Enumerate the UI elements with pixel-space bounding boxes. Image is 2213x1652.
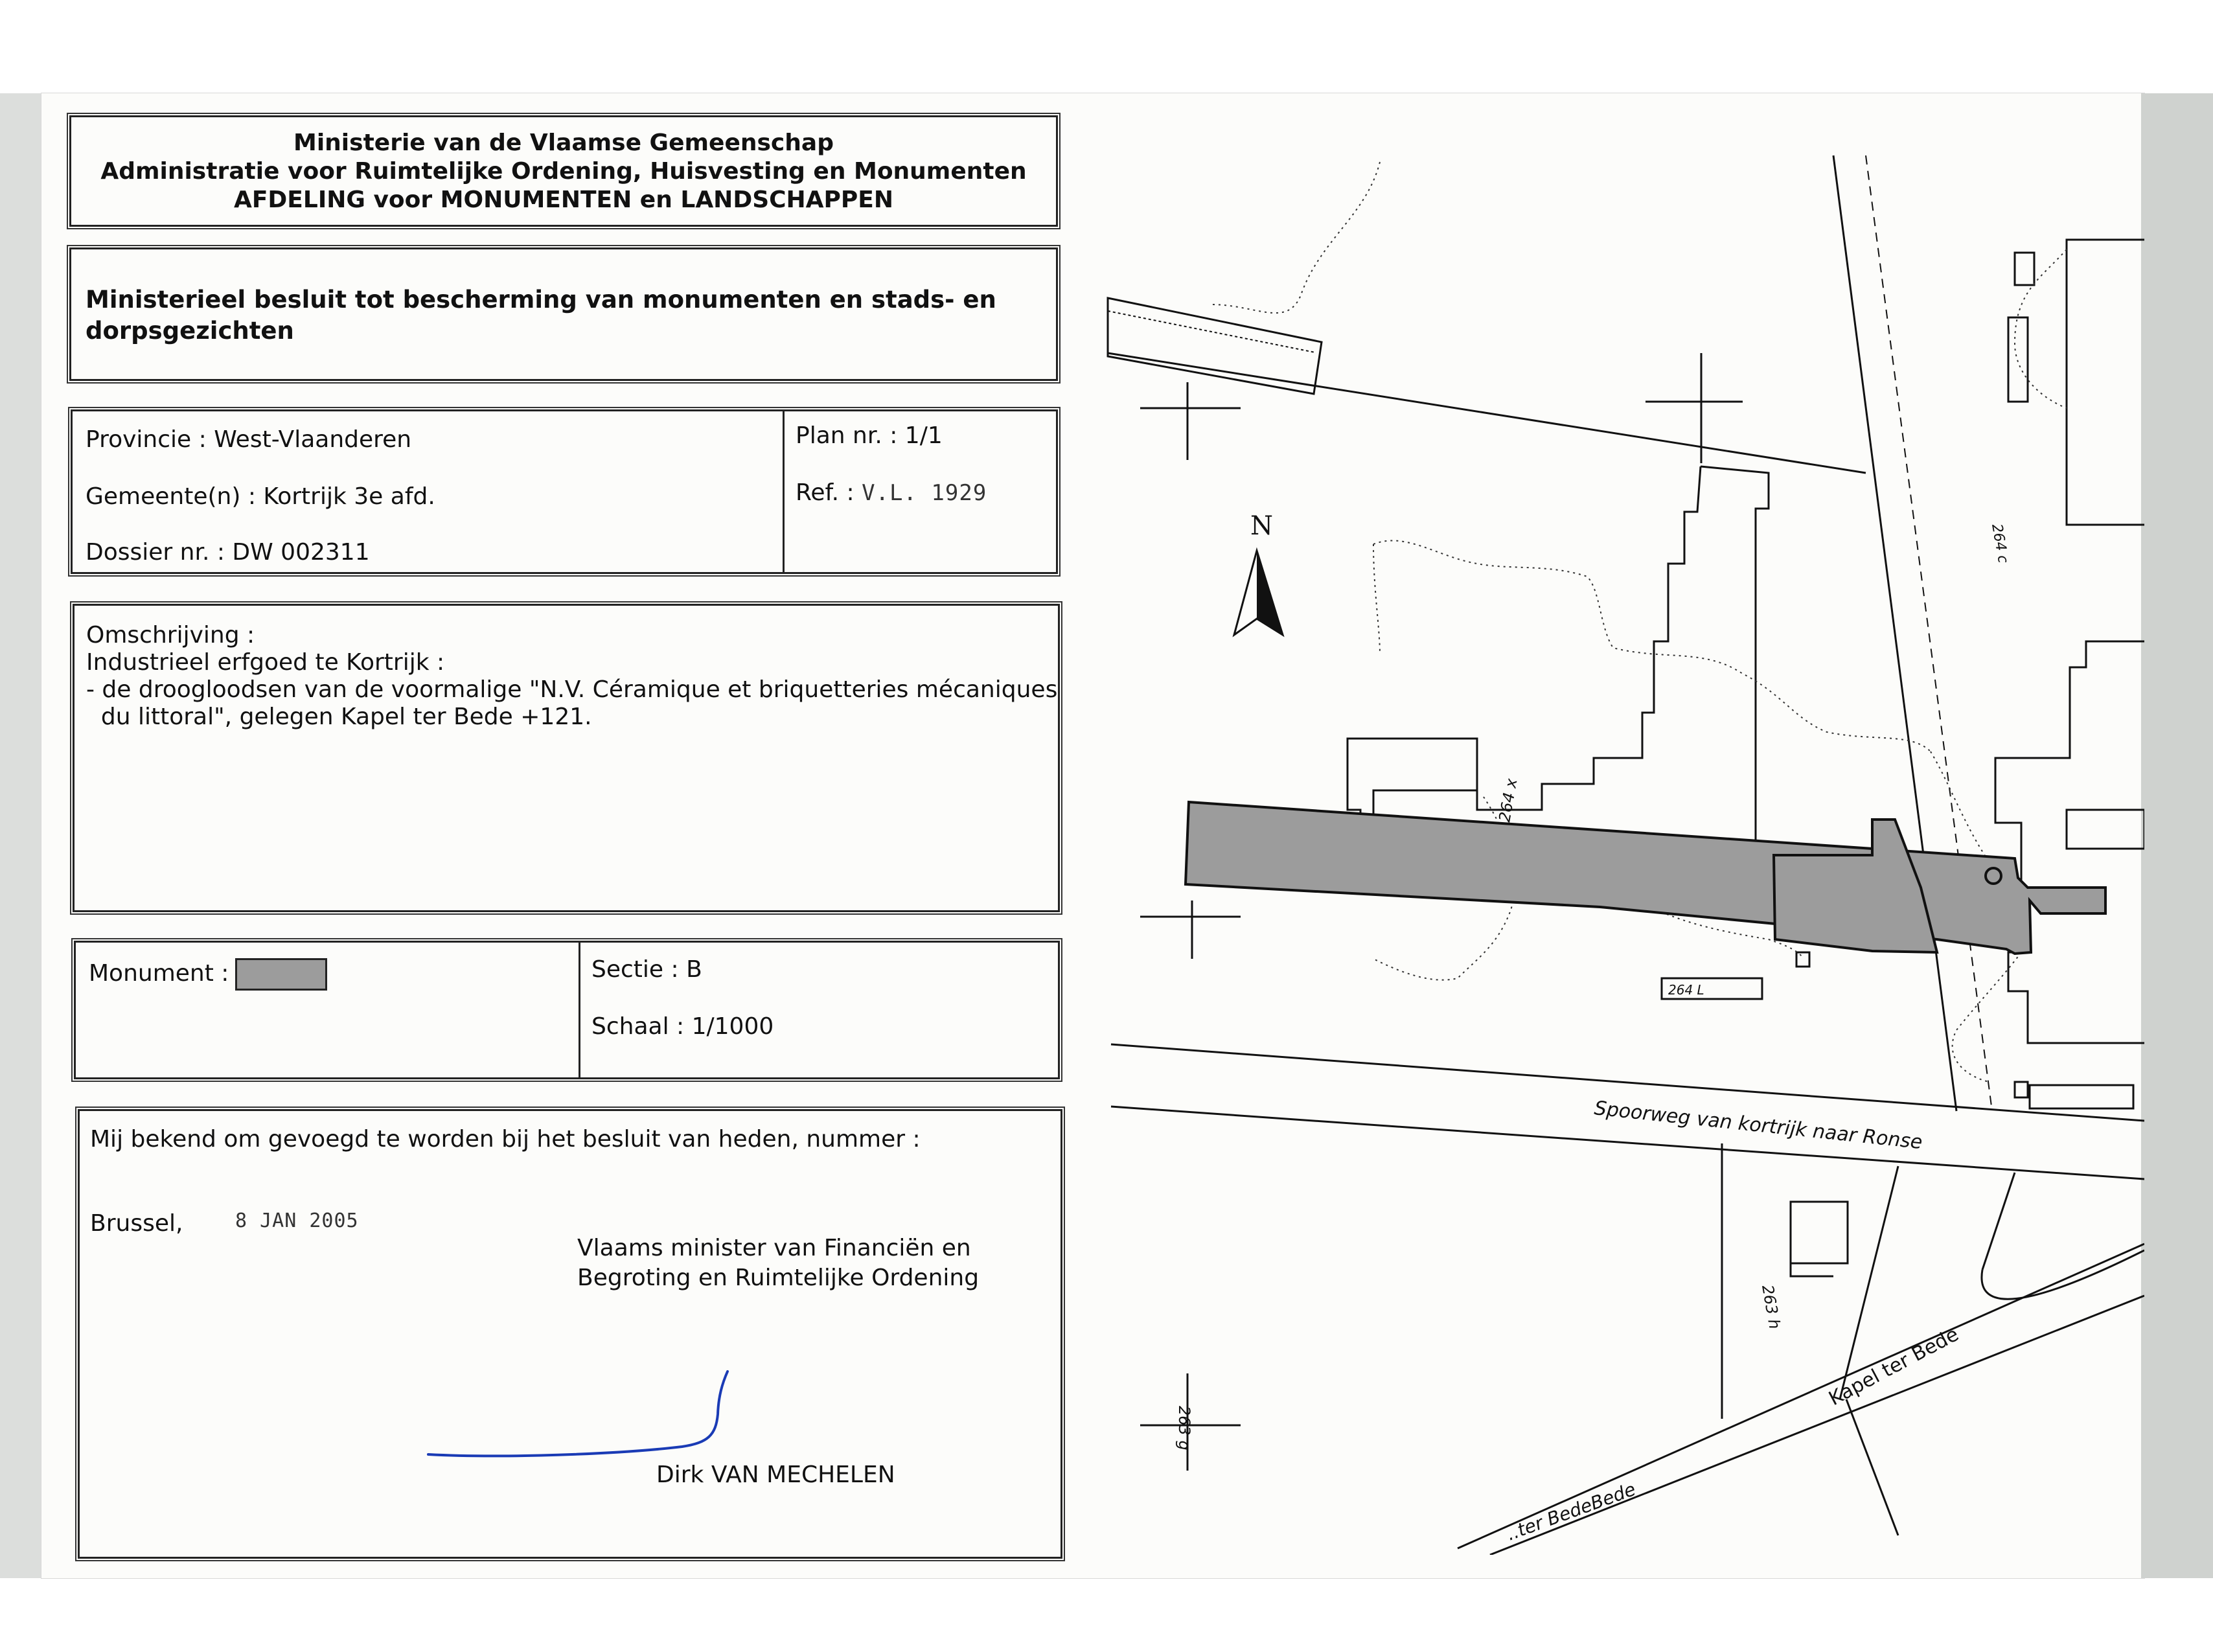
monument-label: Monument :	[89, 960, 229, 987]
street-label: Kapel ter Bede	[1825, 1323, 1963, 1411]
schaal-field: Schaal : 1/1000	[591, 1013, 774, 1040]
description-heading: Omschrijving :	[86, 622, 255, 648]
boundary-dashed-line	[1866, 155, 1992, 1111]
parcel-label-264c: 264 c	[1988, 522, 2012, 565]
monument-legend	[89, 958, 327, 991]
provincie-field: Provincie : West-Vlaanderen	[86, 426, 412, 453]
monument-swatch	[235, 958, 327, 991]
gemeente-field: Gemeente(n) : Kortrijk 3e afd.	[86, 483, 435, 510]
parcel-label-263g: 263 g	[1175, 1406, 1193, 1451]
info-divider	[783, 411, 785, 572]
place-text: Brussel,	[90, 1210, 183, 1237]
ref-field	[796, 479, 987, 507]
minister-title-line-2: Begroting en Ruimtelijke Ordening	[577, 1265, 980, 1291]
parcel-label-264x: 264 x	[1495, 777, 1521, 824]
railway-label: Spoorweg van kortrijk naar Ronse	[1593, 1097, 1924, 1154]
ref-label: Ref. :	[796, 479, 854, 506]
description-line-2: - de droogloodsen van de voormalige "N.V. Céramique et briquetteries mécaniques	[86, 676, 1058, 703]
header-line-1: Ministerie van de Vlaamse Gemeenschap	[293, 130, 834, 156]
parcel-label-264l: 264 L	[1668, 982, 1704, 998]
cadastral-map	[1095, 136, 2144, 1555]
legend-divider	[579, 943, 580, 1077]
signature-box	[78, 1109, 1062, 1559]
header-line-3: AFDELING voor MONUMENTEN en LANDSCHAPPEN	[233, 187, 894, 213]
description-line-3: du littoral", gelegen Kapel ter Bede +121.	[86, 704, 592, 730]
decision-title-box	[69, 247, 1058, 381]
street-label-2: ..ter BedeBede	[1504, 1478, 1639, 1545]
legend-box	[74, 941, 1060, 1079]
scan-edge-left	[0, 93, 43, 1578]
decision-title-line-2: dorpsgezichten	[86, 317, 294, 345]
statement-text: Mij bekend om gevoegd te worden bij het besluit van heden, nummer :	[90, 1126, 921, 1153]
sectie-field: Sectie : B	[591, 956, 702, 983]
description-box	[73, 604, 1060, 912]
dossier-field: Dossier nr. : DW 002311	[86, 539, 370, 566]
north-label: N	[1250, 511, 1273, 541]
decision-title-line-1: Ministerieel besluit tot bescherming van monumenten en stads- en	[86, 286, 996, 314]
dossier-info-box	[71, 409, 1058, 574]
plan-number-field: Plan nr. : 1/1	[796, 422, 943, 449]
road-line	[1833, 155, 1956, 1111]
minister-name: Dirk VAN MECHELEN	[656, 1462, 895, 1488]
date-stamp: 8 JAN 2005	[235, 1210, 359, 1232]
parcel-label-263h: 263 h	[1758, 1283, 1784, 1331]
description-line-1: Industrieel erfgoed te Kortrijk :	[86, 649, 445, 676]
handwritten-signature	[423, 1357, 786, 1467]
ministry-header	[69, 115, 1058, 227]
header-line-2: Administratie voor Ruimtelijke Ordening, Huisvesting en Monumenten	[100, 158, 1027, 185]
minister-title-line-1: Vlaams minister van Financiën en	[577, 1235, 971, 1261]
scan-edge-right	[2141, 93, 2213, 1578]
ref-value: V.L. 1929	[862, 480, 987, 506]
